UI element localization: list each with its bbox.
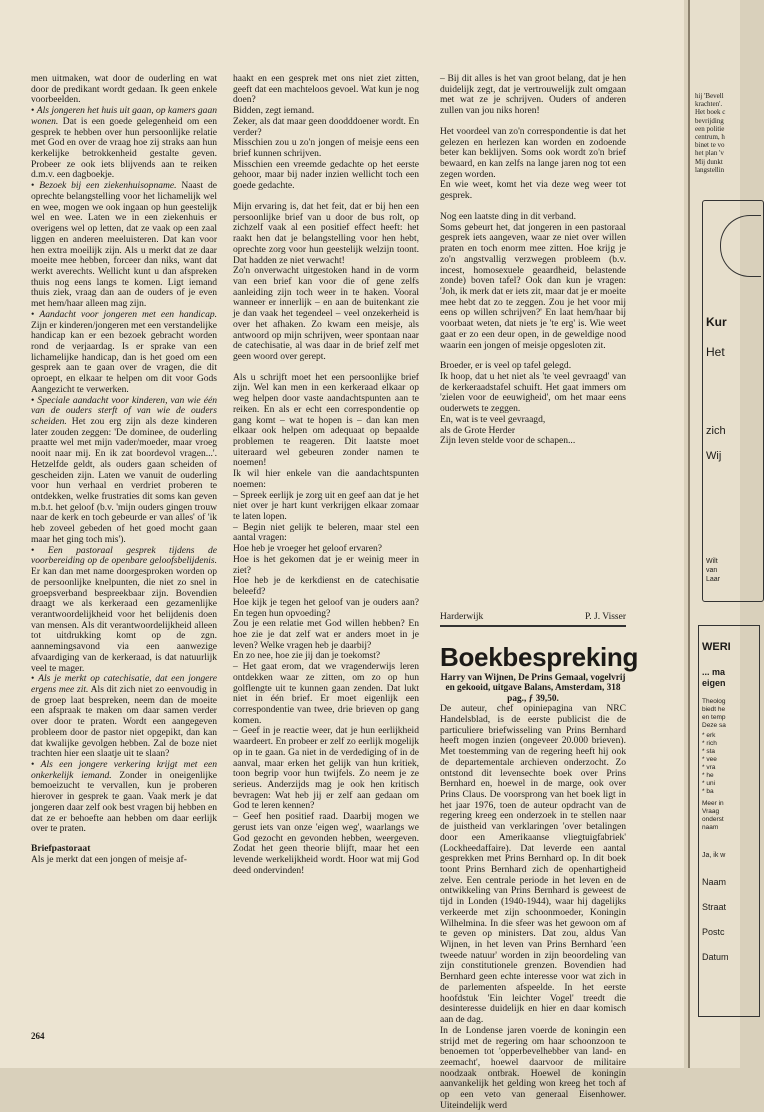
advert-word: Het	[706, 345, 725, 359]
adjacent-page-edge	[688, 0, 740, 1068]
paragraph: Hoe heb je de kerkdienst en de catechisatie beleefd?	[233, 575, 419, 598]
column-3	[440, 74, 626, 574]
bullet-item: • Als jongeren het huis uit gaan, op kamers gaan wonen. Dat is een goede gelegenheid om een gesprek te hebben over hun persoonlijke relatie met God en over de vraag hoe zij straks aan hun kerkelijke betrokkenheid gestalte geven. Probeer ze ook iets blijvends aan te reiken d.m.v. een dagboekje.	[31, 106, 217, 181]
bullet-item: • Als een jongere verkering krijgt met een onkerkelijk iemand. Zonder in oneigenlijke bemoeizucht te vervallen, kun je proberen hierover in gesprek te gaan. Vaak merk je dat jongeren daar zelf ook best vragen bij hebben en dat ze er behoefte aan hebben om daar eerlijk over te praten.	[31, 760, 217, 835]
bullet-item: • Als je merkt op catechisatie, dat een jongere ergens mee zit. Als dit zich niet zo eenvoudig in de groep laat bespreken, neem dan de moeite een afspraak te maken om daar samen verder over door te praten. Wordt een aangegeven probleem door de pastor niet opgepikt, dan kan dat kwalijke gevolgen hebben. Zal de boze niet trachten hier een slaatje uit te slaan?	[31, 674, 217, 760]
signature-place: Harderwijk	[440, 612, 484, 622]
text-fragment: het plan 'v	[695, 149, 724, 158]
divider	[440, 625, 626, 627]
paragraph: Broeder, er is veel op tafel gelegd.	[440, 360, 572, 372]
form-text: Deze sa	[702, 722, 726, 729]
paragraph: Soms gebeurt het, dat jongeren in een pastoraal gesprek iets aangeven, waar ze niet over willen praten en toch enorm mee zitten. Hoe krijg je zo'n angstvallig verzwegen probleem (b.v. incest, homosexuele geaardheid, belastende zonde) boven tafel? Ook dan kun je vragen: 'Joh, ik merk dat er iets zit, maar dat je er moeite mee hebt dat zo te zeggen. Zou je het voor mij eens op willen schrijven?' En laat hem/haar bij voorbaat weten, dat niets je 'te erg' is. Wie weet gaat er zo een deur open, in de geweldige nood waarin een jongen of meisje opgesloten zit.	[440, 221, 626, 351]
paragraph: Hoe is het gekomen dat je er weinig meer in ziet?	[233, 553, 419, 576]
paragraph: Als u schrijft moet het een persoonlijke brief zijn. Wel kan men in een kerkeraad elkaar op weg helpen door vaste aandachtspunten aan te reiken. En als er echt een correspondentie op gang komt – wat te hopen is – dan kan men elkaar ook helpen om adequaat op bepaalde problemen te reageren. Dit laatste moet uiteraard wel gebeuren zonder namen te noemen!	[233, 371, 419, 469]
text-fragment: centrum, h	[695, 133, 725, 141]
paragraph: Mijn ervaring is, dat het feit, dat er bij hen een persoonlijke brief van u door de bus rolt, op zichzelf vaak al een positief effect heeft: het raakt hen dat je belangstelling voor hen hebt, oprechte zorg voor hun geestelijk welzijn toont. Dat hadden ze niet verwacht!	[233, 200, 419, 266]
signature-author: P. J. Visser	[585, 612, 626, 622]
form-field-label: Postc	[702, 927, 725, 937]
advert-word: zich	[706, 425, 726, 437]
paragraph: Zou je een relatie met God willen hebben? En hoe zie je dat zelf wat er anders moet in je leven? Welke vragen heb je daarbij?	[233, 618, 419, 651]
signature	[440, 612, 626, 623]
paragraph: – Bij dit alles is het van groot belang, dat je hen duidelijk zegt, dat je vertrouwelijk zult omgaan met wat ze je schrijven. Ouders of anderen zullen van jou niks horen!	[440, 73, 626, 117]
review-text: De auteur, chef opiniepagina van NRC Handelsblad, is de eerste publicist die de particuliere briefwisseling van Prins Bernhard heeft mogen inzien (ongeveer 20.000 brieven). Met toestemming van de regering heeft hij ook de departementale archieven onderzocht. Zo ontstond dit levensechte boek over Prins Bernhard en, hoewel in de marge, ook over Prins Claus. De voorsprong van het boek ligt in het jaar 1976, toen de auteur opdracht van de regering kreeg een onderzoek in te stellen naar de juistheid van verklaringen 'over betalingen door een Amerikaanse vliegtuigfabriek' (Lockheedaffaire). Dat leverde een aantal gesprekken met Prins Bernhard op. In dit boek toont Prins Bernhard zich de openhartigheid zelve. Een centrale periode in het leven en de ontwikkeling van Prins Bernhard is geweest de tijd in Londen (1940-1944), waar hij dagelijks verkeerde met zijn schoonmoeder, Koningin Wilhelmina. In die sfeer was het gewoon om af te geven op ministers. Dat zou, aldus Van Wijnen, in het leven van Prins Bernhard 'een tweede natuur' worden in zijn beoordeling van zijn constitutionele grenzen. Bovendien had Bernhard geen echte interesse voor wat zich in de parlementen afspeelde. In het eerste hoofdstuk 'Ein leichter Vogel' treedt die desinteresse duidelijk en hier en daar komisch aan de dag.	[440, 703, 626, 1026]
paragraph: Misschien zou u zo'n jongen of meisje eens een brief kunnen schrijven.	[233, 137, 419, 160]
text-fragment: een politie	[695, 124, 725, 133]
paragraph: Bidden, zegt iemand.	[233, 105, 315, 117]
paragraph: Als je merkt dat een jongen of meisje af-	[31, 853, 187, 865]
advert-small-text: van	[706, 567, 718, 574]
form-text: Theolog	[702, 698, 726, 705]
paragraph: Hoe heb je vroeger het geloof ervaren?	[233, 543, 382, 555]
paragraph: Zijn leven stelde voor de schapen...	[440, 435, 576, 447]
paragraph: Nog een laatste ding in dit verband.	[440, 210, 577, 222]
paragraph: – Geef hen positief raad. Daarbij mogen we gerust iets van onze 'eigen weg', waarlangs we God gezocht en gevonden hebben, weergeven. Zodat het geen theorie blijft, maar het een levende werkelijkheid wordt. Hoor wat mij God deed ondervinden!	[233, 811, 419, 876]
review-heading: Boekbespreking	[440, 641, 639, 672]
text-fragment: langstellin	[695, 165, 725, 174]
paragraph: als de Grote Herder	[440, 424, 516, 436]
paragraph: En zo nee, hoe zie jij dan je toekomst?	[233, 650, 381, 662]
form-text: naam	[702, 824, 719, 831]
bullet-item: • Aandacht voor jongeren met een handicap. Zijn er kinderen/jongeren met een verstandelijke handicap kan er een bezoek gebracht worden rond de verjaardag. Is er sprake van een lichamelijke handicap, dan is het goed om een gesprek aan te gaan over de vragen, die dit oproept, en elkaar te helpen om dit voor Gods Aangezicht te verwerken.	[31, 310, 217, 396]
text-fragment: Het boek c	[695, 108, 726, 117]
form-bullet: * rich	[702, 740, 717, 747]
form-field-label: Ja, ik w	[702, 852, 726, 859]
column-1	[31, 74, 217, 1014]
bullet-item: • Een pastoraal gesprek tijdens de voorbereiding op de openbare geloofsbelijdenis. Er kan dan met name doorgesproken worden op de persoonlijke knelpunten, die niet zo snel in groepsverband bespreekbaar zijn. Bovendien draagt we als kerkeraad een gezamenlijke verantwoordelijkheid voor het belijdenis doen van mensen. Als dit verantwoordelijkheid alleen tot uitdrukking komt op de zgn. aannemingsavond via een aanwezige afvaardiging van de kerkeraad, is dat natuurlijk veel te mager.	[31, 546, 217, 675]
advert-word: Kur	[706, 315, 727, 329]
advert-small-text: Laar	[706, 576, 721, 583]
advert-small-text: Wilt	[706, 558, 718, 565]
form-text: Vraag	[702, 808, 720, 815]
paragraph: En, wat is te veel gevraagd,	[440, 413, 546, 425]
form-bullet: * uni	[702, 780, 716, 787]
bullet-item: • Speciale aandacht voor kinderen, van wie één van de ouders sterft of van wie de ouders scheiden. Het zou erg zijn als deze kinderen later zouden zeggen: 'De dominee, de ouderling praatte wel met mijn vader/moeder, maar vroeg nooit naar mij. En ik zat boordevol vragen...'. Hetzelfde geldt, als ouders gaan scheiden of gescheiden zijn. Laten we vanuit de ouderling voor hun verhaal en verdriet proberen te ontdekken, welke frustraties dit soms kan geven m.b.t. het geloof (b.v. 'mijn ouders gingen trouw naar de kerk en toch gebeurde er van alles' of 'ik heb zoveel gebeden of het goed mocht gaan maar het ging toch mis').	[31, 396, 217, 546]
bullet-item: • Bezoek bij een ziekenhuisopname. Naast de oprechte belangstelling voor het lichamelijk wel en wee, mogen we ook ingaan op hun geestelijk wel en wee. Laten we in een ziekenhuis er overigens wel op letten, dat ze vaak op een zaal liggen en anderen meeluisteren. Dat kan voor hen extra moeilijk zijn. Als u merkt dat ze daar moeite mee hebben, forceer dan niks, want dat werkt averechts. Wellicht kunt u dan afspreken thuis nog eens langs te komen. Ligt iemand thuis ziek, vraag dan aan de ouders of je even met hem/haar alleen mag zijn.	[31, 181, 217, 310]
form-subtitle: eigen	[702, 678, 726, 688]
form-title: WERI	[702, 641, 731, 653]
review-text-2: In de Londense jaren voerde de koningin een strijd met de regering om haar schoonzoon te benoemen tot 'opperbevelhebber van land- en zeemacht', hoewel daarvoor de militaire noodzaak ontbrak. Hoewel de koningin aanvankelijk het gelding won kreeg het toch af op een veto van generaal Eisenhower. Uiteindelijk werd	[440, 1024, 626, 1111]
paragraph: Het voordeel van zo'n correspondentie is dat het gelezen en herlezen kan worden en zodoende beter kan beklijven. Soms ook wordt zo'n brief bewaard, en kan zelfs na lange jaren nog tot een zegen worden.	[440, 125, 626, 180]
paragraph: En wie weet, komt het via deze weg weer tot gesprek.	[440, 179, 626, 202]
form-bullet: * vee	[702, 756, 717, 763]
form-field-label: Straat	[702, 902, 727, 912]
page-number: 264	[31, 1031, 45, 1041]
paragraph: haakt en een gesprek met ons niet ziet zitten, geeft dat een machteloos gevoel. Wat kun je nog doen?	[233, 73, 419, 106]
advert-word: Wij	[706, 450, 722, 462]
paragraph: men uitmaken, wat door de ouderling en wat door de predikant wordt gedaan. Ik geen enkele voorbeelden.	[31, 73, 217, 106]
form-bullet: * ba	[702, 788, 714, 795]
paragraph: Ik wil hier enkele van die aandachtspunten noemen:	[233, 468, 419, 490]
form-text: biedt he	[702, 706, 726, 713]
paragraph: – Geef in je reactie weer, dat je hun eerlijkheid waardeert. En probeer er zelf zo eerlijk mogelijk op in te gaan. Ga niet in de verdediging of in de aanval, maar erken het gelijk van hun kritiek, toon begrip voor hun twijfels. Zo neem je ze serieus. Anderzijds mag je ook hen kritisch bevragen: Wat heb jij er zelf aan gedaan om God te leren kennen?	[233, 725, 419, 812]
book-info: Harry van Wijnen, De Prins Gemaal, vogelvrij en gekooid, uitgave Balans, Amsterdam, 318 pag., ƒ 39,50.	[440, 672, 626, 704]
section-heading: Briefpastoraat	[31, 843, 91, 855]
paragraph: Misschien een vreemde gedachte op het eerste gehoor, maar bij nader inzien wellicht toch een goede gedachte.	[233, 158, 419, 192]
paragraph: – Het gaat erom, dat we vragenderwijs leren ontdekken waar ze zitten, om zo op hun golflengte uit te kunnen gaan zenden. Dat lukt niet in één brief. Er moet eigenlijk een correspondentie van twee, drie brieven op gang komen.	[233, 661, 419, 726]
form-bullet: * erk	[702, 732, 716, 739]
paragraph: – Spreek eerlijk je zorg uit en geef aan dat je het niet over je hart kunt verkrijgen elkaar zomaar te laten lopen.	[233, 489, 419, 523]
text-fragment: binet te vo	[695, 141, 725, 150]
form-text: onderst	[702, 816, 724, 823]
column-3-lower	[440, 600, 639, 1111]
form-bullet: * vra	[702, 764, 716, 771]
paragraph: Zeker, als dat maar geen doodddoener wordt. En verder?	[233, 115, 419, 138]
text-fragment: hij 'Bevell	[695, 92, 724, 100]
paragraph: Hoe kijk je tegen het geloof van je ouders aan? En tegen hun opvoeding?	[233, 596, 419, 619]
form-field-label: Naam	[702, 877, 727, 887]
text-fragment: bevrijding	[695, 116, 724, 125]
text-fragment: krachten'.	[695, 100, 723, 109]
form-field-label: Datum	[702, 952, 729, 962]
column-2	[233, 74, 419, 1044]
form-subtitle: ... ma	[702, 667, 726, 677]
form-bullet: * sta	[702, 748, 716, 755]
form-text: Meer in	[702, 800, 724, 807]
form-bullet: * he	[702, 772, 714, 779]
paragraph: Ik hoop, dat u het niet als 'te veel gevraagd' van de kerkeraadstafel schuift. Het gaat immers om 'zielen voor de eeuwigheid', om het maar eens ouderwets te zeggen.	[440, 370, 626, 415]
paragraph: – Begin niet gelijk te beleren, maar stel een aantal vragen:	[233, 521, 419, 544]
paragraph: Zo'n onverwacht uitgestoken hand in de vorm van een brief kan voor die of gene zelfs aanleiding zijn toch weer in te haken. Vooral wanneer er innerlijk – en aan de buitenkant zie je dan vaak het tegendeel – veel onzekerheid is over het afhaken. Zo kwam een meisje, als antwoord op mijn schrijven, weer spontaan naar de catechisatie, al was daar in de brief zelf met geen woord over gerept.	[233, 265, 419, 362]
form-text: en temp	[702, 714, 726, 721]
text-fragment: Mij dunkt	[695, 157, 723, 166]
